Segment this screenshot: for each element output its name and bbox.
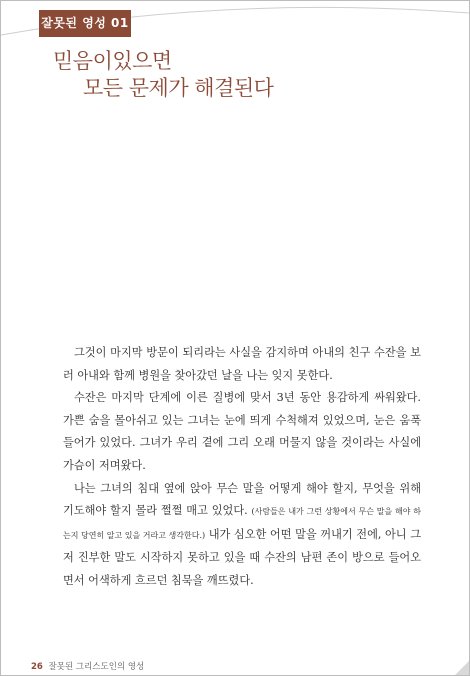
page-number: 26 bbox=[31, 662, 43, 672]
page-fold-corner bbox=[455, 661, 469, 675]
paragraph-3 bbox=[63, 478, 421, 593]
book-title: 잘못된 그리스도인의 영성 bbox=[48, 662, 145, 672]
title-line-1: 믿음이있으면 bbox=[53, 49, 172, 73]
paragraph-3-aside: (사람들은 내가 그런 상황에서 무슨 말을 해야 하는지 당연히 알고 있을 거라고 생각한다.) bbox=[63, 507, 421, 540]
paragraph-3-start: 나는 그녀의 침대 옆에 앉아 무슨 말을 어떻게 해야 할지, 무엇을 위해 기도해야 할지 몰라 쩔쩔 매고 있었다. bbox=[63, 481, 421, 518]
chapter-badge: 잘못된 영성 01 bbox=[39, 10, 131, 37]
paragraph-3-end: 내가 심오한 어떤 말을 꺼내기 전에, 아니 그저 진부한 말도 시작하지 못하고 있을 때 수잔의 남편 존이 방으로 들어오면서 어색하게 흐르던 침묵을 깨뜨렸다. bbox=[63, 527, 422, 587]
title-line-2: 모든 문제가 해결된다 bbox=[83, 76, 274, 100]
paragraph-2: 수잔은 마지막 단계에 이른 질병에 맞서 3년 동안 용감하게 싸워왔다. 가쁜 숨을 몰아쉬고 있는 그녀는 눈에 띄게 수척해져 있었으며, 눈은 움푹 들어가 있었다. 그녀가 우리 곁에 그리 오래 머물지 않을 것이라는 사실에 가슴이 저며왔다. bbox=[63, 391, 421, 472]
page-footer bbox=[31, 660, 144, 672]
chapter-title bbox=[53, 48, 273, 102]
body-text bbox=[63, 342, 421, 593]
paragraph-1: 그것이 마지막 방문이 되리라는 사실을 감지하며 아내의 친구 수잔을 보러 아내와 함께 병원을 찾아갔던 날을 나는 잊지 못한다. bbox=[63, 346, 421, 382]
